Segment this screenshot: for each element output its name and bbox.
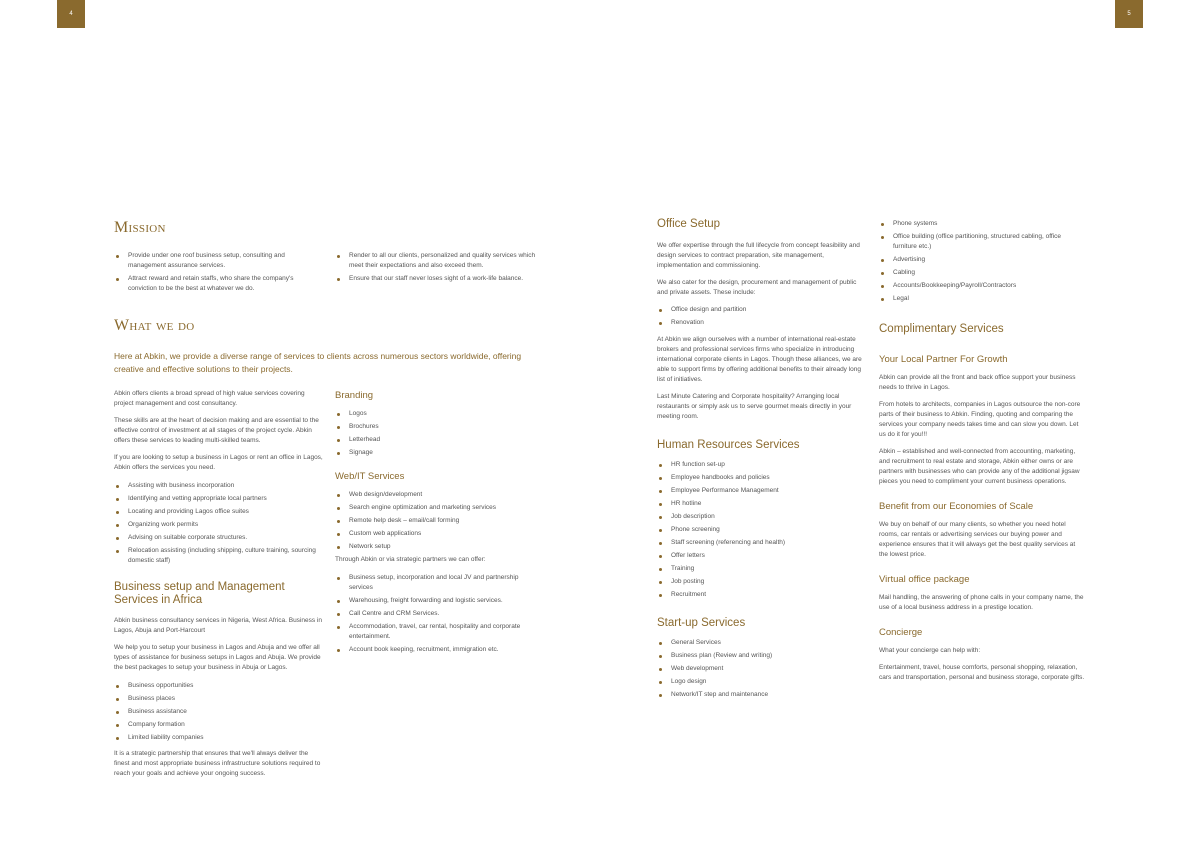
list-item: Business assistance <box>114 707 324 717</box>
list-item: Locating and providing Lagos office suites <box>114 507 324 517</box>
list-item: Staff screening (referencing and health) <box>657 538 864 548</box>
branding-title: Branding <box>335 390 374 401</box>
list-item: Organizing work permits <box>114 520 324 530</box>
list-item: Remote help desk – email/call forming <box>335 516 540 526</box>
office-para2: We also cater for the design, procurement and management of public and private assets. These include: <box>657 279 857 296</box>
list-item: Assisting with business incorporation <box>114 481 324 491</box>
partners-list <box>335 573 540 655</box>
mission-list-1 <box>114 251 310 297</box>
list-item: Office design and partition <box>657 305 864 315</box>
startup-list <box>657 638 864 700</box>
partner-para1: Abkin can provide all the front and back office support your business needs to thrive in Lagos. <box>879 374 1076 391</box>
list-item: Phone screening <box>657 525 864 535</box>
list-item: Network/IT step and maintenance <box>657 690 864 700</box>
list-item: Advertising <box>879 255 1086 265</box>
list-item: Offer letters <box>657 551 864 561</box>
list-item: Renovation <box>657 318 864 328</box>
partners-para: Through Abkin or via strategic partners we can offer: <box>335 556 486 563</box>
list-item: Job description <box>657 512 864 522</box>
mission-title: Mission <box>114 219 166 236</box>
comp-title: Complimentary Services <box>879 323 1004 335</box>
bsm-title: Business setup and Management Services in Africa <box>114 581 285 606</box>
list-item: Letterhead <box>335 435 540 445</box>
whatwedo-left-column <box>114 389 324 779</box>
list-item: Employee Performance Management <box>657 486 864 496</box>
list-item: Cabling <box>879 268 1086 278</box>
list-item: Employee handbooks and policies <box>657 473 864 483</box>
list-item: Call Centre and CRM Services. <box>335 609 540 619</box>
webit-list <box>335 490 540 552</box>
virtual-title: Virtual office package <box>879 574 970 585</box>
list-item: HR function set-up <box>657 460 864 470</box>
list-item: Company formation <box>114 720 324 730</box>
list-item: Job posting <box>657 577 864 587</box>
scale-title: Benefit from our Economies of Scale <box>879 501 1034 512</box>
list-item: Business setup, incorporation and local JV and partnership services <box>335 573 540 593</box>
list-item: Ensure that our staff never loses sight of a work-life balance. <box>335 274 545 284</box>
list-item: Network setup <box>335 542 540 552</box>
list-item: Recruitment <box>657 590 864 600</box>
top-list <box>879 219 1086 304</box>
branding-list <box>335 409 540 458</box>
virtual-para: Mail handling, the answering of phone calls in your company name, the use of a local business address in a prestige location. <box>879 594 1084 611</box>
partner-para2: From hotels to architects, companies in Lagos outsource the non-core parts of their business to Abkin. Finding, quoting and comparing the services your company needs takes time and can slow you down. Let us do it for you!!! <box>879 401 1081 438</box>
list-item: Web design/development <box>335 490 540 500</box>
bsm-para2: We help you to setup your business in Lagos and Abuja and we offer all types of assistance for business setups in Lagos and Abuja. We provide the best packages to setup your business in Abuja or Lagos. <box>114 644 321 671</box>
whatwedo-title-block <box>114 317 544 335</box>
webit-title: Web/IT Services <box>335 471 405 482</box>
list-item: Brochures <box>335 422 540 432</box>
list-item: Identifying and vetting appropriate local partners <box>114 494 324 504</box>
list-item: Legal <box>879 294 1086 304</box>
list-item: Logos <box>335 409 540 419</box>
office-para1: We offer expertise through the full lifecycle from concept feasibility and design services to contract preparation, site management, implementation and commissioning. <box>657 242 860 269</box>
list-item: Relocation assisting (including shipping, culture training, sourcing domestic staff) <box>114 546 324 566</box>
partner-title: Your Local Partner For Growth <box>879 354 1008 365</box>
list-item: Render to all our clients, personalized and quality services which meet their expectations and also exceed them. <box>335 251 545 271</box>
concierge-para1: What your concierge can help with: <box>879 647 981 654</box>
list-item: Provide under one roof business setup, consulting and management assurance services. <box>114 251 310 271</box>
list-item: Logo design <box>657 677 864 687</box>
list-item: Search engine optimization and marketing services <box>335 503 540 513</box>
list-item: Business plan (Review and writing) <box>657 651 864 661</box>
list-item: Limited liability companies <box>114 733 324 743</box>
list-item: Web development <box>657 664 864 674</box>
whatwedo-middle-column <box>335 390 540 658</box>
list-item: General Services <box>657 638 864 648</box>
list-item: Accounts/Bookkeeping/Payroll/Contractors <box>879 281 1086 291</box>
mission-list-2 <box>335 251 545 287</box>
startup-title: Start-up Services <box>657 617 746 629</box>
office-para4: Last Minute Catering and Corporate hospitality? Arranging local restaurants or simply ask us to serve gourmet meals directly in your meeting room. <box>657 393 852 420</box>
whatwedo-intro: Here at Abkin, we provide a diverse range of services to clients across numerous sectors worldwide, offering creative and effective solutions to their projects. <box>114 351 522 374</box>
page-number-right: 5 <box>1115 0 1143 28</box>
list-item: Office building (office partitioning, structured cabling, office furniture etc.) <box>879 232 1086 252</box>
list-item: Phone systems <box>879 219 1086 229</box>
bsm-list <box>114 681 324 743</box>
office-title: Office Setup <box>657 218 721 230</box>
list-item: Warehousing, freight forwarding and logistic services. <box>335 596 540 606</box>
list-item: Advising on suitable corporate structures. <box>114 533 324 543</box>
bsm-para1: Abkin business consultancy services in Nigeria, West Africa. Business in Lagos, Abuja and Port-Harcourt <box>114 617 322 634</box>
office-para3: At Abkin we align ourselves with a number of international real-estate brokers and professional services firms who specialize in introducing international corporate clients in Lagos. Though these alliances, we are able to support firms by offering additional benefits to their already long list of initiatives. <box>657 336 862 383</box>
whatwedo-para2: These skills are at the heart of decision making and are essential to the effective control of investment at all stages of the project cycle. Abkin offers these services to leading multi-skilled teams. <box>114 417 319 444</box>
right-column-2 <box>879 219 1086 683</box>
whatwedo-list1 <box>114 481 324 566</box>
page-number-left: 4 <box>57 0 85 28</box>
concierge-title: Concierge <box>879 627 923 638</box>
whatwedo-para1: Abkin offers clients a broad spread of high value services covering project management and cost consultancy. <box>114 390 305 407</box>
list-item: Account book keeping, recruitment, immigration etc. <box>335 645 540 655</box>
hr-list <box>657 460 864 600</box>
whatwedo-title: What we do <box>114 317 195 334</box>
list-item: Accommodation, travel, car rental, hospitality and corporate entertainment. <box>335 622 540 642</box>
mission-section <box>114 219 544 237</box>
scale-para: We buy on behalf of our many clients, so whether you need hotel rooms, car rentals or advertising services our buying power and experience ensures that it will always get the best quality services at the lowest price. <box>879 521 1076 558</box>
bsm-para3: It is a strategic partnership that ensures that we'll always deliver the finest and most appropriate business infrastructure solutions required to reach your goals and achieve your ongoing success. <box>114 750 321 777</box>
list-item: Custom web applications <box>335 529 540 539</box>
list-item: HR hotline <box>657 499 864 509</box>
concierge-para2: Entertainment, travel, house comforts, personal shopping, relaxation, cars and transportation, personal and business storage, corporate gifts. <box>879 664 1085 681</box>
list-item: Training <box>657 564 864 574</box>
office-list <box>657 305 864 328</box>
right-column-1 <box>657 218 864 703</box>
list-item: Business opportunities <box>114 681 324 691</box>
list-item: Signage <box>335 448 540 458</box>
whatwedo-para3: If you are looking to setup a business in Lagos or rent an office in Lagos, Abkin offers the services you need. <box>114 454 323 471</box>
hr-title: Human Resources Services <box>657 439 800 451</box>
partner-para3: Abkin – established and well-connected from accounting, marketing, and recruitment to real estate and storage, Abkin either owns or are partners with businesses who can provide any of the additional jigsaw pieces you need to compliment your current business operations. <box>879 448 1080 485</box>
list-item: Attract reward and retain staffs, who share the company's conviction to be the best at whatever we do. <box>114 274 310 294</box>
list-item: Business places <box>114 694 324 704</box>
